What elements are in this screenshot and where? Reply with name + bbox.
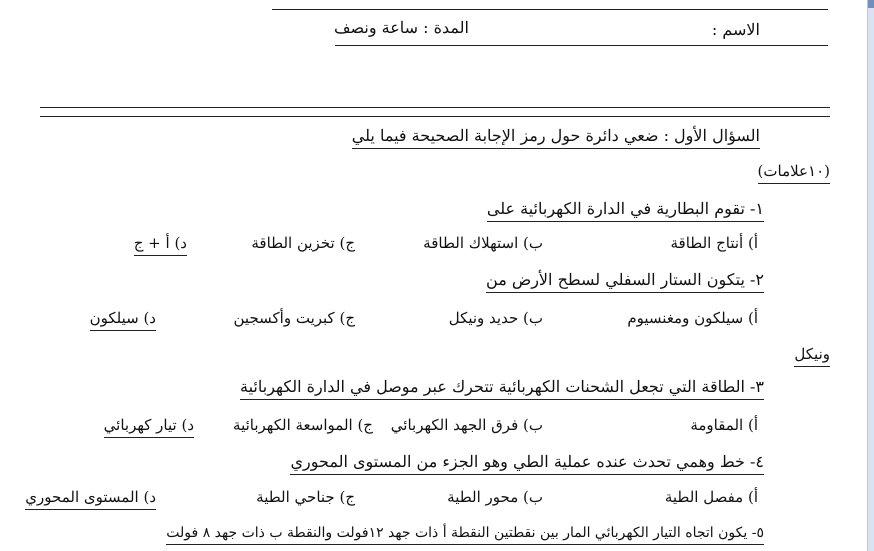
question-4-option-b[interactable]: ب) محور الطية	[447, 488, 543, 506]
question-4-option-c[interactable]: ج) جناحي الطية	[256, 488, 355, 506]
question-3-option-d[interactable]: د) تيار كهربائي	[104, 418, 194, 438]
question-2-option-d-continuation: ونيكل	[794, 347, 830, 367]
question-2-option-a[interactable]: أ) سيلكون ومغنسيوم	[627, 309, 758, 327]
question-1-stem: ١- تقوم البطارية في الدارة الكهربائية على	[487, 201, 764, 222]
student-name-label: الاسم :	[711, 20, 760, 39]
question-5-stem: ٥- يكون اتجاه التيار الكهربائي المار بين نقطتين النقطة أ ذات جهد ١٢فولت والنقطة ب ذات جهد ٨ فولت	[166, 526, 764, 545]
question-1-option-d[interactable]: د) أ + ج	[134, 236, 187, 256]
question-3-option-b[interactable]: ب) فرق الجهد الكهربائي	[390, 416, 543, 434]
section-marks: (١٠علامات)	[758, 164, 830, 184]
header-bottom-rule	[335, 45, 828, 46]
question-1-option-c[interactable]: ج) تخزين الطاقة	[251, 234, 355, 252]
question-3-option-a[interactable]: أ) المقاومة	[690, 416, 758, 434]
question-1-option-b[interactable]: ب) استهلاك الطاقة	[423, 234, 543, 252]
page-separator-line-2	[40, 116, 830, 117]
question-3-stem: ٣- الطاقة التي تجعل الشحنات الكهربائية تتحرك عبر موصل في الدارة الكهربائية	[240, 379, 764, 400]
window-scrollbar[interactable]	[867, 0, 874, 551]
exam-duration: المدة : ساعة ونصف	[333, 18, 469, 37]
question-4-option-d[interactable]: د) المستوى المحوري	[25, 490, 156, 510]
question-1-option-a[interactable]: أ) أنتاج الطاقة	[670, 234, 758, 252]
question-2-option-d[interactable]: د) سيلكون	[90, 311, 156, 331]
question-3-option-c[interactable]: ج) المواسعة الكهربائية	[233, 416, 373, 434]
question-2-option-c[interactable]: ج) كبريت وأكسجين	[233, 309, 355, 327]
header-top-rule	[272, 9, 828, 10]
scroll-up-arrow-icon[interactable]	[868, 0, 874, 8]
page-separator-line-1	[40, 107, 830, 108]
section-title: السؤال الأول : ضعي دائرة حول رمز الإجابة الصحيحة فيما يلي	[352, 128, 760, 149]
question-4-stem: ٤- خط وهمي تحدث عنده عملية الطي وهو الجزء من المستوى المحوري	[290, 454, 764, 475]
question-2-option-b[interactable]: ب) حديد ونيكل	[448, 309, 543, 327]
question-2-stem: ٢- يتكون الستار السفلي لسطح الأرض من	[486, 272, 764, 293]
question-4-option-a[interactable]: أ) مفصل الطية	[664, 488, 758, 506]
